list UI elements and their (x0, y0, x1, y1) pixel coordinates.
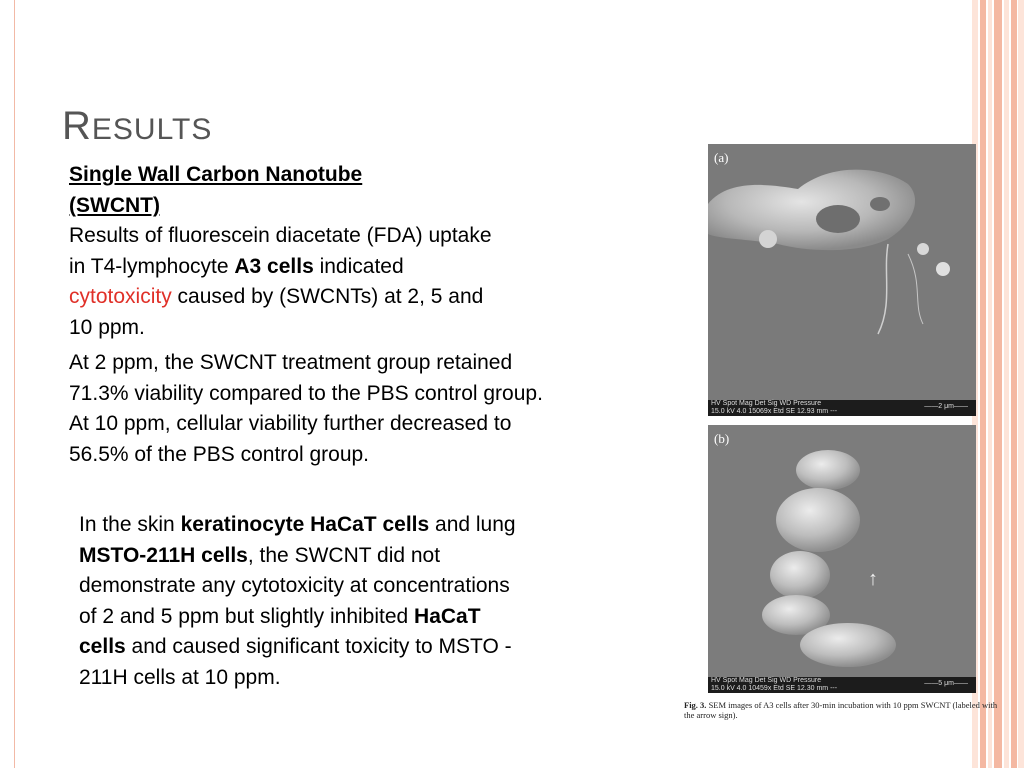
hacat-line-4: of 2 and 5 ppm but slightly inhibited HaCaT (79, 604, 481, 628)
sem-cell-b-graphic (708, 425, 976, 693)
viability-line-3: At 10 ppm, cellular viability further decreased to (69, 412, 512, 435)
hacat-line-6: 211H cells at 10 ppm. (79, 665, 281, 689)
panel-a-label: (a) (714, 150, 729, 165)
panel-b-label: (b) (714, 431, 730, 446)
left-border (0, 0, 15, 768)
heading-line-2: (SWCNT) (69, 193, 160, 217)
heading-line-1: Single Wall Carbon Nanotube (69, 163, 363, 186)
sem-image-b (708, 425, 976, 693)
hacat-line-2: MSTO-211H cells, the SWCNT did not (79, 543, 441, 567)
viability-line-2: 71.3% viability compared to the PBS control group. (69, 381, 543, 405)
decorative-stripes (972, 0, 1024, 768)
fda-line-4: 10 ppm. (69, 315, 145, 339)
viability-block (69, 348, 669, 470)
hacat-line-3: demonstrate any cytotoxicity at concentrations (79, 574, 510, 597)
viability-line-4: 56.5% of the PBS control group. (69, 442, 370, 466)
sem-image-a (708, 144, 976, 416)
slide-title: RESULTS (62, 104, 213, 148)
scalebar-b: HV Spot Mag Det Sig WD Pressure 15.0 kV 4.0 10459x Etd SE 12.30 mm --- ——5 μm—— (708, 677, 976, 693)
fda-line-1: Results of fluorescein diacetate (FDA) uptake (69, 224, 492, 247)
fda-line-3: cytotoxicity caused by (SWCNTs) at 2, 5 and (69, 285, 484, 308)
figure-caption: Fig. 3. SEM images of A3 cells after 30-min incubation with 10 ppm SWCNT (labeled with the arrow sign). (684, 700, 998, 720)
swcnt-intro-block (69, 160, 629, 343)
scalebar-a: HV Spot Mag Det Sig WD Pressure 15.0 kV 4.0 15069x Etd SE 12.93 mm --- ——2 μm—— (708, 400, 976, 416)
viability-line-1: At 2 ppm, the SWCNT treatment group retained (69, 351, 513, 374)
sem-cell-a-graphic (708, 144, 976, 416)
fda-line-2: in T4-lymphocyte A3 cells indicated (69, 254, 404, 278)
hacat-line-1: In the skin keratinocyte HaCaT cells and lung (79, 513, 516, 536)
arrow-indicator: ↑ (868, 568, 878, 590)
hacat-line-5: cells and caused significant toxicity to MSTO - (79, 635, 512, 658)
cytotoxicity-highlight: cytotoxicity (69, 285, 172, 308)
hacat-block (79, 510, 639, 693)
